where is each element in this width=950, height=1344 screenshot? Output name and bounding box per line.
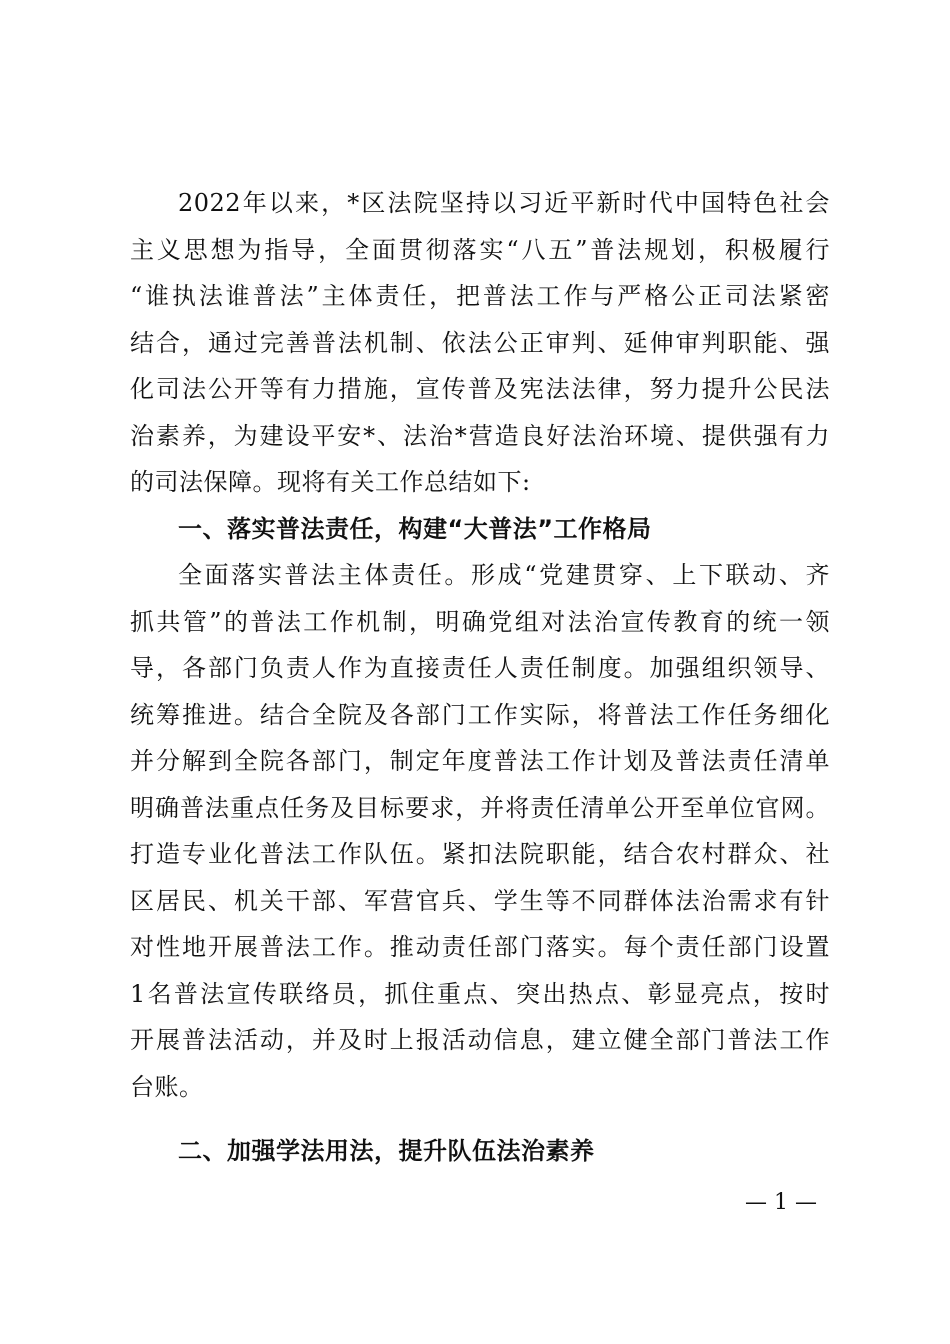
paragraph-line: 并分解到全院各部门，制定年度普法工作计划及普法责任清单 — [130, 747, 830, 775]
paragraph-line: 开展普法活动，并及时上报活动信息，建立健全部门普法工作 — [130, 1026, 830, 1054]
paragraph-line: 2022年以来，*区法院坚持以习近平新时代中国特色社会 — [178, 189, 830, 217]
paragraph-line: 的司法保障。现将有关工作总结如下: — [130, 468, 531, 496]
paragraph-line: 导，各部门负责人作为直接责任人责任制度。加强组织领导、 — [130, 654, 830, 682]
paragraph-line: 台账。 — [130, 1072, 204, 1101]
section-heading-1: 一、落实普法责任，构建“大普法”工作格局 — [178, 514, 652, 543]
paragraph-line: 对性地开展普法工作。推动责任部门落实。每个责任部门设置 — [130, 933, 830, 961]
paragraph-line: 区居民、机关干部、军营官兵、学生等不同群体法治需求有针 — [130, 886, 830, 915]
paragraph-line: 打造专业化普法工作队伍。紧扣法院职能，结合农村群众、社 — [130, 840, 830, 868]
paragraph-line: 治素养，为建设平安*、法治*营造良好法治环境、提供强有力 — [130, 421, 830, 450]
paragraph-line: 主义思想为指导，全面贯彻落实“八五”普法规划，积极履行 — [130, 235, 830, 264]
section-heading-2: 二、加强学法用法，提升队伍法治素养 — [178, 1137, 595, 1165]
paragraph-line: “谁执法谁普法”主体责任，把普法工作与严格公正司法紧密 — [130, 282, 830, 310]
paragraph-line: 结合，通过完善普法机制、依法公正审判、延伸审判职能、强 — [130, 328, 830, 357]
paragraph-line: 全面落实普法主体责任。形成“党建贯穿、上下联动、齐 — [178, 561, 830, 589]
paragraph-line: 抓共管”的普法工作机制，明确党组对法治宣传教育的统一领 — [130, 607, 830, 636]
paragraph-line: 化司法公开等有力措施，宣传普及宪法法律，努力提升公民法 — [130, 375, 830, 403]
paragraph-line: 统筹推进。结合全院及各部门工作实际，将普法工作任务细化 — [130, 700, 830, 729]
document-body — [130, 180, 830, 1175]
paragraph-line: 1名普法宣传联络员，抓住重点、突出热点、彰显亮点，按时 — [130, 979, 830, 1008]
paragraph-line: 明确普法重点任务及目标要求，并将责任清单公开至单位官网。 — [130, 793, 830, 822]
page-number: — 1 — — [745, 1190, 817, 1215]
